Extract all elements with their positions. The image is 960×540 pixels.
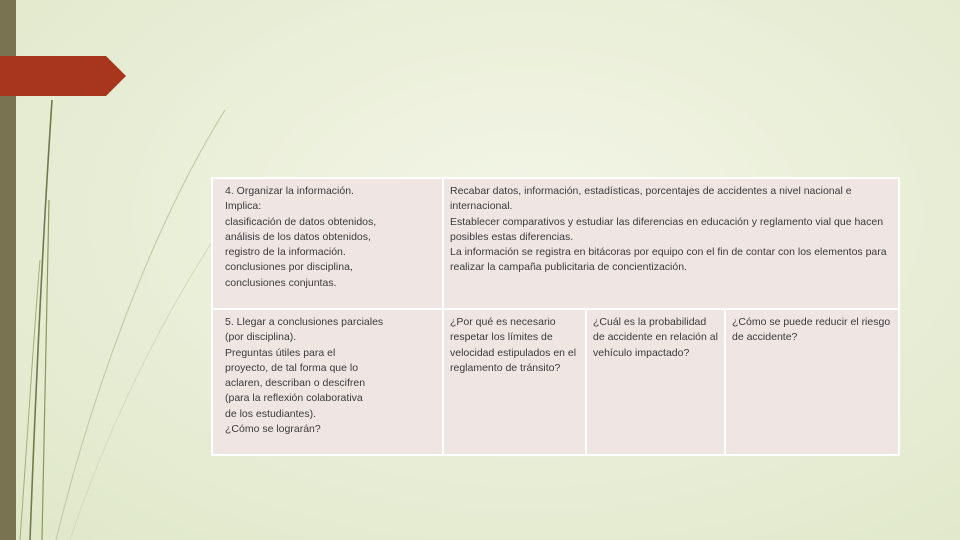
table-cell-step-4 (212, 178, 443, 309)
table-cell-question-3 (725, 309, 899, 455)
question-1-text: ¿Por qué es necesario respetar los límites de velocidad estipulados en el reglamento de tránsito? (450, 316, 577, 374)
content-table (211, 177, 900, 456)
table-cell-question-1 (443, 309, 586, 455)
step-4-description-text: Recabar datos, información, estadísticas, porcentajes de accidentes a nivel nacional e internacional. Establecer comparativos y estudiar las diferencias en educación y reglamento vial que hacen posibles estas diferencias. La información se registra en bitácoras por equipo con el fin de contar con los elementos para realizar la campaña publicitaria de concientización. (450, 185, 887, 274)
table-cell-step-4-description (443, 178, 899, 309)
table-row (212, 178, 899, 309)
question-3-text: ¿Cómo se puede reducir el riesgo de accidente? (732, 316, 891, 344)
step-4-text: 4. Organizar la información. Implica: clasificación de datos obtenidos, análisis de los datos obtenidos, registro de la información. conclusiones por disciplina, conclusiones conjuntas. (225, 185, 377, 289)
table-cell-question-2 (586, 309, 725, 455)
question-2-text: ¿Cuál es la probabilidad de accidente en relación al vehículo impactado? (593, 316, 718, 359)
table-cell-step-5 (212, 309, 443, 455)
step-5-text: 5. Llegar a conclusiones parciales (por disciplina). Preguntas útiles para el proyecto, de tal forma que lo aclaren, describan o descifren (para la reflexión colaborativa de los estudiantes). ¿Cómo se lograrán? (225, 316, 384, 436)
table-row (212, 309, 899, 455)
